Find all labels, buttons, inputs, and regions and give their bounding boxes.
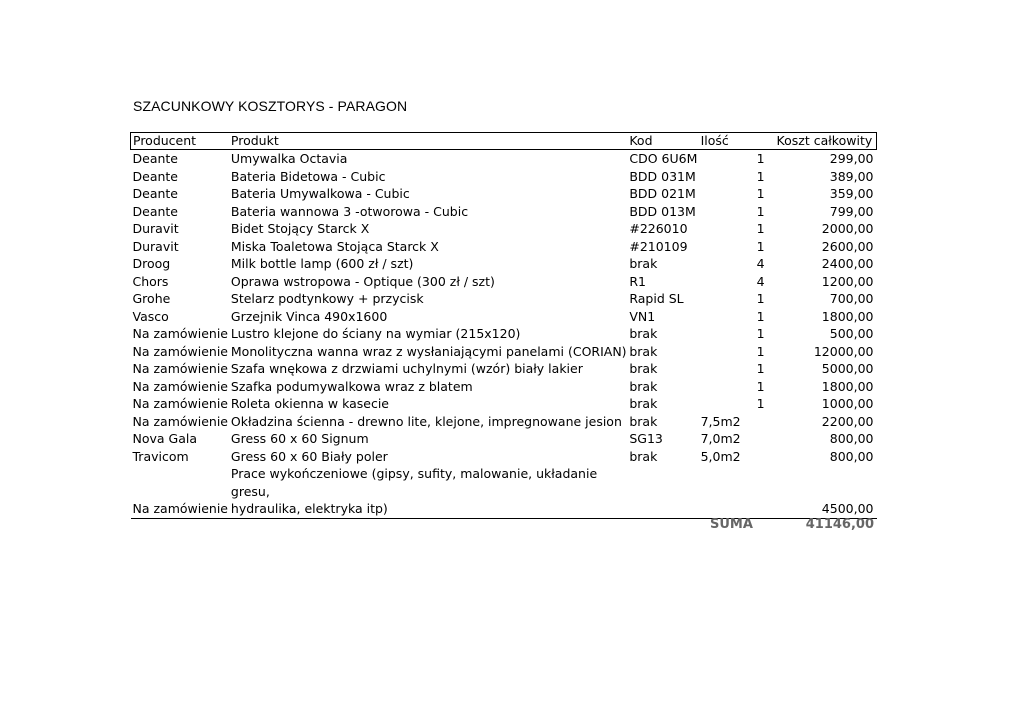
table-row [131, 255, 877, 273]
table-row [131, 343, 877, 361]
cell-kod: BDD 031M [629, 168, 696, 184]
cell-produkt: Szafa wnękowa z drzwiami uchylnymi (wzór) biały lakier [230, 361, 583, 376]
cell-produkt: Lustro klejone do ściany na wymiar (215x120) [230, 326, 521, 341]
cell-kod: SG13 [629, 431, 663, 446]
table-row [131, 290, 877, 308]
table-row [131, 360, 877, 378]
cell-ilosc: 1 [756, 326, 765, 341]
table-row-last [131, 465, 877, 518]
table-row [131, 220, 877, 238]
cell-producent: Na zamówienie [132, 396, 229, 411]
cell-ilosc: 1 [756, 308, 765, 324]
cell-kod: CDO 6U6M [629, 151, 698, 166]
cell-koszt: 12000,00 [813, 343, 874, 359]
cell-kod: Rapid SL [629, 291, 684, 306]
sum-value: 41146,00 [805, 517, 874, 532]
cell-koszt: 799,00 [829, 203, 874, 219]
cell-koszt: 1800,00 [821, 378, 874, 394]
table-row [131, 273, 877, 291]
cell-producent: Nova Gala [132, 431, 198, 446]
cost-table [130, 132, 877, 519]
table-row [131, 378, 877, 396]
cell-kod: brak [629, 256, 658, 271]
sum-label: SUMA [710, 517, 753, 532]
table-row [131, 308, 877, 326]
cell-ilosc: 7,5m2 [700, 413, 741, 429]
cell-produkt: Milk bottle lamp (600 zł / szt) [230, 256, 414, 271]
header-producent: Producent [131, 133, 229, 150]
cell-producent: Deante [132, 203, 178, 219]
cell-koszt: 4500,00 [774, 465, 877, 518]
table-body [131, 150, 877, 519]
cell-producent: Chors [132, 273, 169, 289]
cell-ilosc: 1 [756, 291, 765, 306]
cell-producent: Droog [132, 256, 171, 271]
table-row [131, 430, 877, 448]
cell-kod: #226010 [629, 221, 688, 236]
cell-produkt: Roleta okienna w kasecie [230, 396, 390, 411]
header-produkt: Produkt [229, 133, 627, 150]
cell-kod: BDD 021M [629, 186, 696, 201]
cell-kod: brak [629, 326, 658, 341]
cell-ilosc: 1 [756, 396, 765, 411]
cell-ilosc: 1 [756, 168, 765, 184]
cell-koszt: 800,00 [829, 448, 874, 464]
cell-koszt: 389,00 [829, 168, 874, 184]
table-row [131, 448, 877, 466]
cell-kod: R1 [629, 273, 646, 289]
cell-producent: Duravit [132, 221, 179, 236]
cell-producent: Na zamówienie [132, 361, 229, 376]
table-row [131, 238, 877, 256]
cell-producent: Na zamówienie [132, 413, 229, 429]
cell-ilosc: 4 [756, 273, 765, 289]
table-row [131, 150, 877, 168]
cell-kod: brak [629, 396, 658, 411]
table-row [131, 395, 877, 413]
cell-produkt: Bateria Bidetowa - Cubic [230, 168, 386, 184]
cell-koszt: 2400,00 [821, 256, 874, 271]
cell-producent: Na zamówienie [132, 326, 229, 341]
table-row [131, 168, 877, 186]
cell-ilosc: 1 [756, 343, 765, 359]
header-ilosc: Ilość [699, 133, 774, 150]
cell-produkt: Bateria wannowa 3 -otworowa - Cubic [230, 203, 469, 219]
cell-produkt-line2: hydraulika, elektryka itp) [230, 501, 388, 516]
cell-producent: Deante [132, 186, 178, 201]
cell-koszt: 1800,00 [821, 308, 874, 324]
cell-koszt: 2200,00 [821, 413, 874, 429]
cell-koszt: 1000,00 [821, 396, 874, 411]
table-row [131, 413, 877, 431]
cell-producent: Vasco [132, 308, 169, 324]
cell-koszt: 2000,00 [821, 221, 874, 236]
cell-producent: Grohe [132, 291, 171, 306]
cell-koszt: 800,00 [829, 431, 874, 446]
cell-producent: Duravit [132, 238, 179, 254]
cell-produkt: Oprawa wstropowa - Optique (300 zł / szt) [230, 273, 495, 289]
table-row [131, 325, 877, 343]
cell-kod: brak [629, 413, 658, 429]
cell-produkt: Monolityczna wanna wraz z wysłaniającymi panelami (CORIAN) [230, 343, 627, 359]
cell-ilosc: 1 [756, 186, 765, 201]
cell-producent: Deante [132, 168, 178, 184]
cell-kod: brak [629, 361, 658, 376]
header-kod: Kod [627, 133, 698, 150]
cell-kod: #210109 [629, 238, 688, 254]
cell-produkt: Bateria Umywalkowa - Cubic [230, 186, 410, 201]
cell-koszt: 299,00 [829, 151, 874, 166]
cell-ilosc: 1 [756, 203, 765, 219]
cell-ilosc: 1 [756, 151, 765, 166]
cell-produkt: Umywalka Octavia [230, 151, 348, 166]
cell-ilosc [699, 465, 774, 518]
cell-produkt: Gress 60 x 60 Signum [230, 431, 369, 446]
cell-produkt: Szafka podumywalkowa wraz z blatem [230, 378, 473, 394]
cell-produkt: Bidet Stojący Starck X [230, 221, 370, 236]
cell-kod: brak [629, 378, 658, 394]
header-koszt: Koszt całkowity [774, 133, 877, 150]
cell-kod: brak [629, 448, 658, 464]
cell-ilosc: 5,0m2 [700, 448, 741, 464]
cell-koszt: 2600,00 [821, 238, 874, 254]
cell-koszt: 5000,00 [821, 361, 874, 376]
document-title: SZACUNKOWY KOSZTORYS - PARAGON [133, 98, 408, 114]
cell-producent: Na zamówienie [132, 378, 229, 394]
cell-ilosc: 1 [756, 361, 765, 376]
cell-producent: Na zamówienie [131, 465, 229, 518]
cell-produkt-line1: Prace wykończeniowe (gipsy, sufity, malowanie, układanie gresu, [230, 466, 598, 499]
cell-producent: Na zamówienie [132, 343, 229, 359]
cell-producent: Deante [132, 151, 178, 166]
cell-ilosc: 1 [756, 238, 765, 254]
cell-produkt: Stelarz podtynkowy + przycisk [230, 291, 424, 306]
cell-ilosc: 4 [756, 256, 765, 271]
cell-kod [627, 465, 698, 518]
cell-produkt [229, 465, 627, 518]
cell-ilosc: 1 [756, 221, 765, 236]
cell-koszt: 500,00 [829, 326, 874, 341]
cell-kod: brak [629, 343, 658, 359]
cell-produkt: Okładzina ścienna - drewno lite, klejone, impregnowane jesion [230, 413, 622, 429]
cell-kod: BDD 013M [629, 203, 696, 219]
table-header-row [131, 133, 877, 150]
cell-ilosc: 1 [756, 378, 765, 394]
cell-kod: VN1 [629, 308, 656, 324]
cell-produkt: Miska Toaletowa Stojąca Starck X [230, 238, 439, 254]
cell-producent: Travicom [132, 448, 189, 464]
table-row [131, 185, 877, 203]
cell-koszt: 359,00 [829, 186, 874, 201]
cell-ilosc: 7,0m2 [700, 431, 741, 446]
cell-koszt: 700,00 [829, 291, 874, 306]
cell-koszt: 1200,00 [821, 273, 874, 289]
table-row [131, 203, 877, 221]
cell-produkt: Gress 60 x 60 Biały poler [230, 448, 388, 464]
cell-produkt: Grzejnik Vinca 490x1600 [230, 308, 388, 324]
